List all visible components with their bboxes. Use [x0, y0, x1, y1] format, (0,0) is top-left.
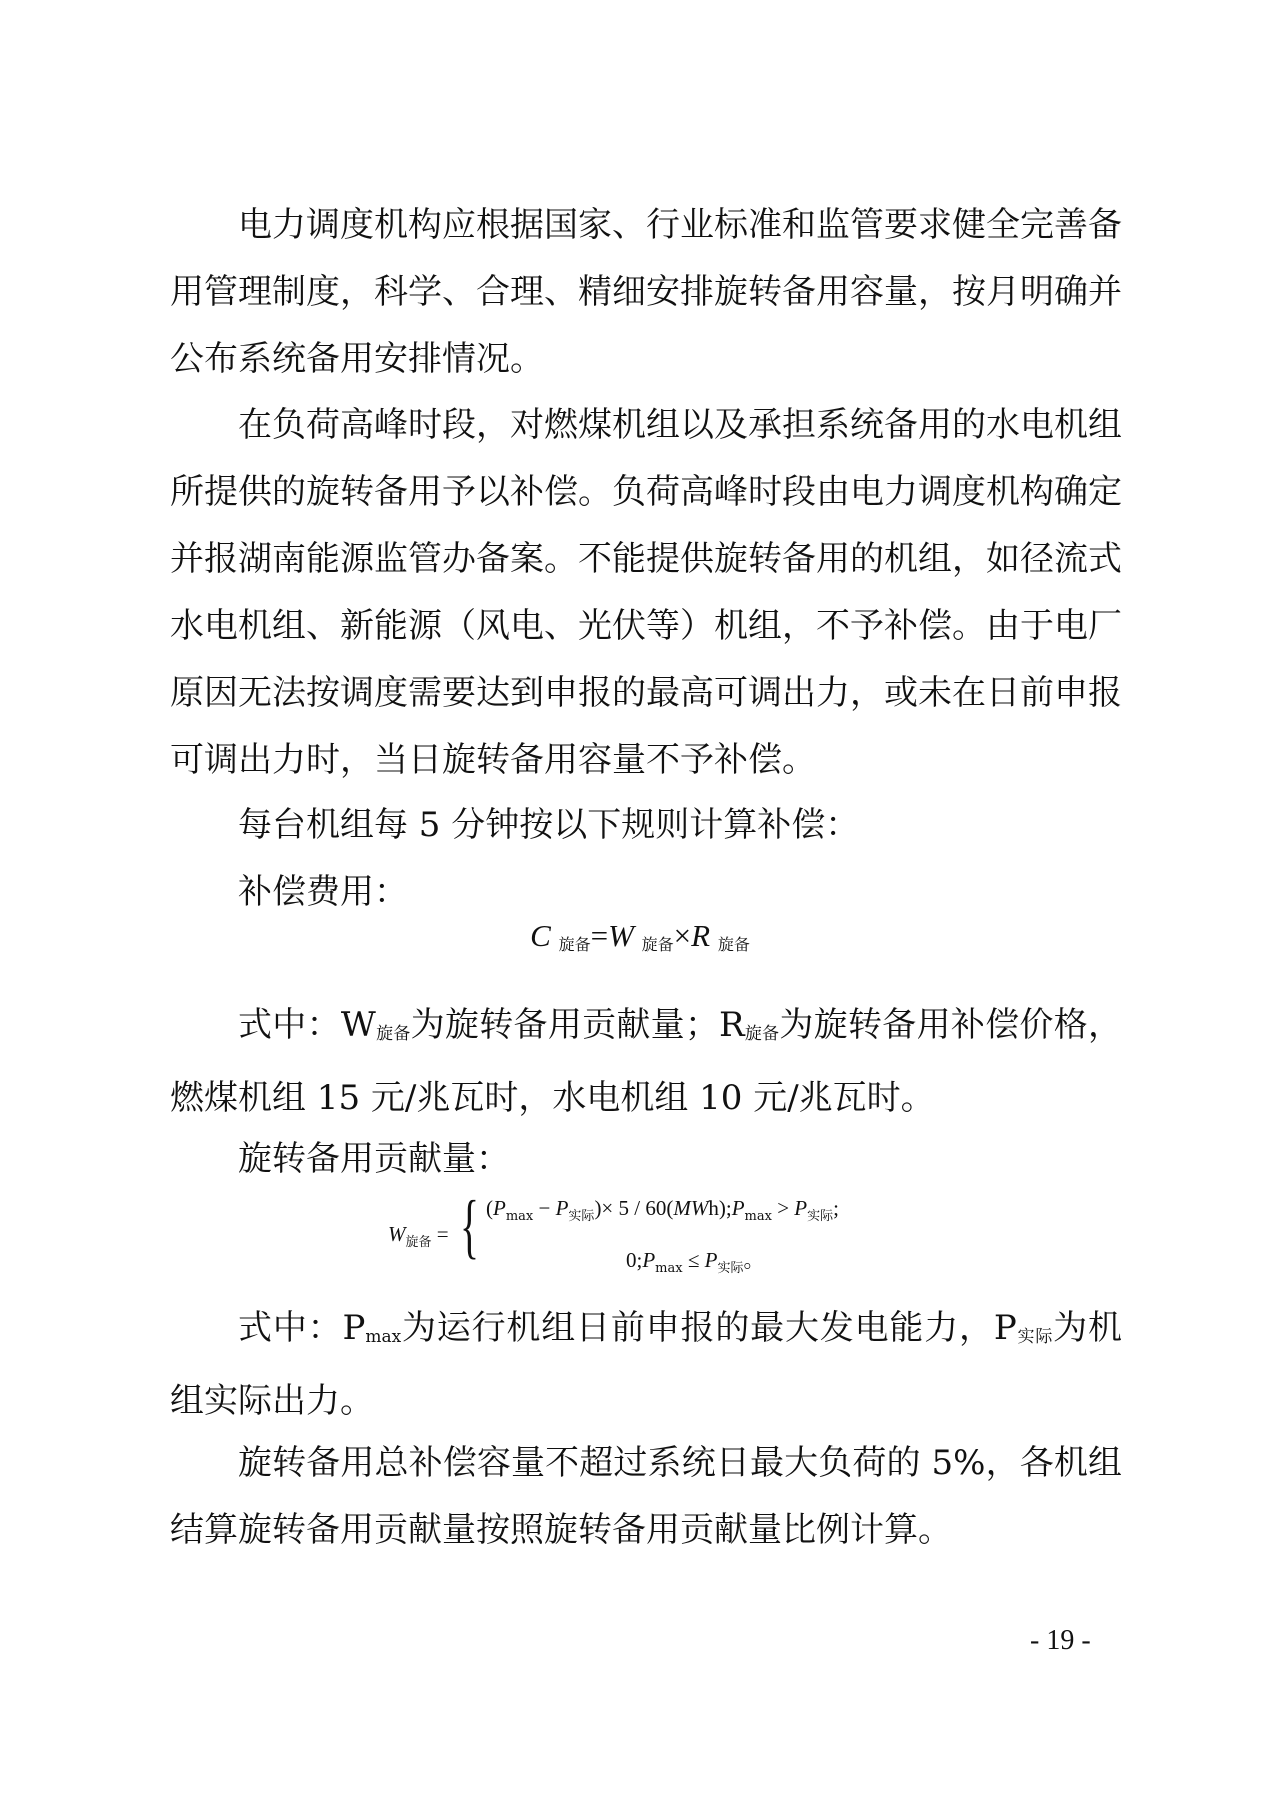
page-number: - 19 - [1030, 1625, 1091, 1656]
paragraph-formula-explanation-1: 式中：W旋备为旋转备用贡献量；R旋备为旋转备用补偿价格，燃煤机组 15 元/兆瓦时，水电机组 10 元/兆瓦时。 [170, 1005, 1122, 1118]
paragraph-contribution-heading: 旋转备用贡献量： [238, 1139, 510, 1179]
formula-contribution [388, 1186, 948, 1286]
paragraph-peak-compensation: 在负荷高峰时段，对燃煤机组以及承担系统备用的水电机组所提供的旋转备用予以补偿。负荷高峰时段由电力调度机构确定并报湖南能源监管办备案。不能提供旋转备用的机组，如径流式水电机组、新能源（风电、光伏等）机组，不予补偿。由于电厂原因无法按调度需要达到申报的最高可调出力，或未在日前申报可调出力时，当日旋转备用容量不予补偿。 [170, 405, 1122, 780]
formula-case-2: $0;P_{max} \le P_{实际}$。 [626, 1248, 765, 1276]
paragraph-backup-management: 电力调度机构应根据国家、行业标准和监管要求健全完善备用管理制度，科学、合理、精细安排旋转备用容量，按月明确并公布系统备用安排情况。 [170, 205, 1122, 379]
formula-compensation-cost: C 旋备=W 旋备×R 旋备 [530, 918, 750, 954]
formula-brace: { [460, 1186, 480, 1266]
formula-contribution-lhs: $W_{旋备}$ = [388, 1222, 449, 1250]
formula-case-1: $(P_{max} - P_{实际})\times 5$ / $60(MWh);P_{max} > P_{实际}$; [486, 1196, 839, 1224]
paragraph-calc-rule: 每台机组每 5 分钟按以下规则计算补偿： [238, 805, 860, 845]
paragraph-formula-explanation-2: 式中：Pmax为运行机组日前申报的最大发电能力，P实际为机组实际出力。 [170, 1308, 1122, 1421]
paragraph-compensation-cost: 补偿费用： [238, 872, 408, 912]
paragraph-total-capacity: 旋转备用总补偿容量不超过系统日最大负荷的 5%，各机组结算旋转备用贡献量按照旋转备用贡献量比例计算。 [170, 1443, 1122, 1550]
